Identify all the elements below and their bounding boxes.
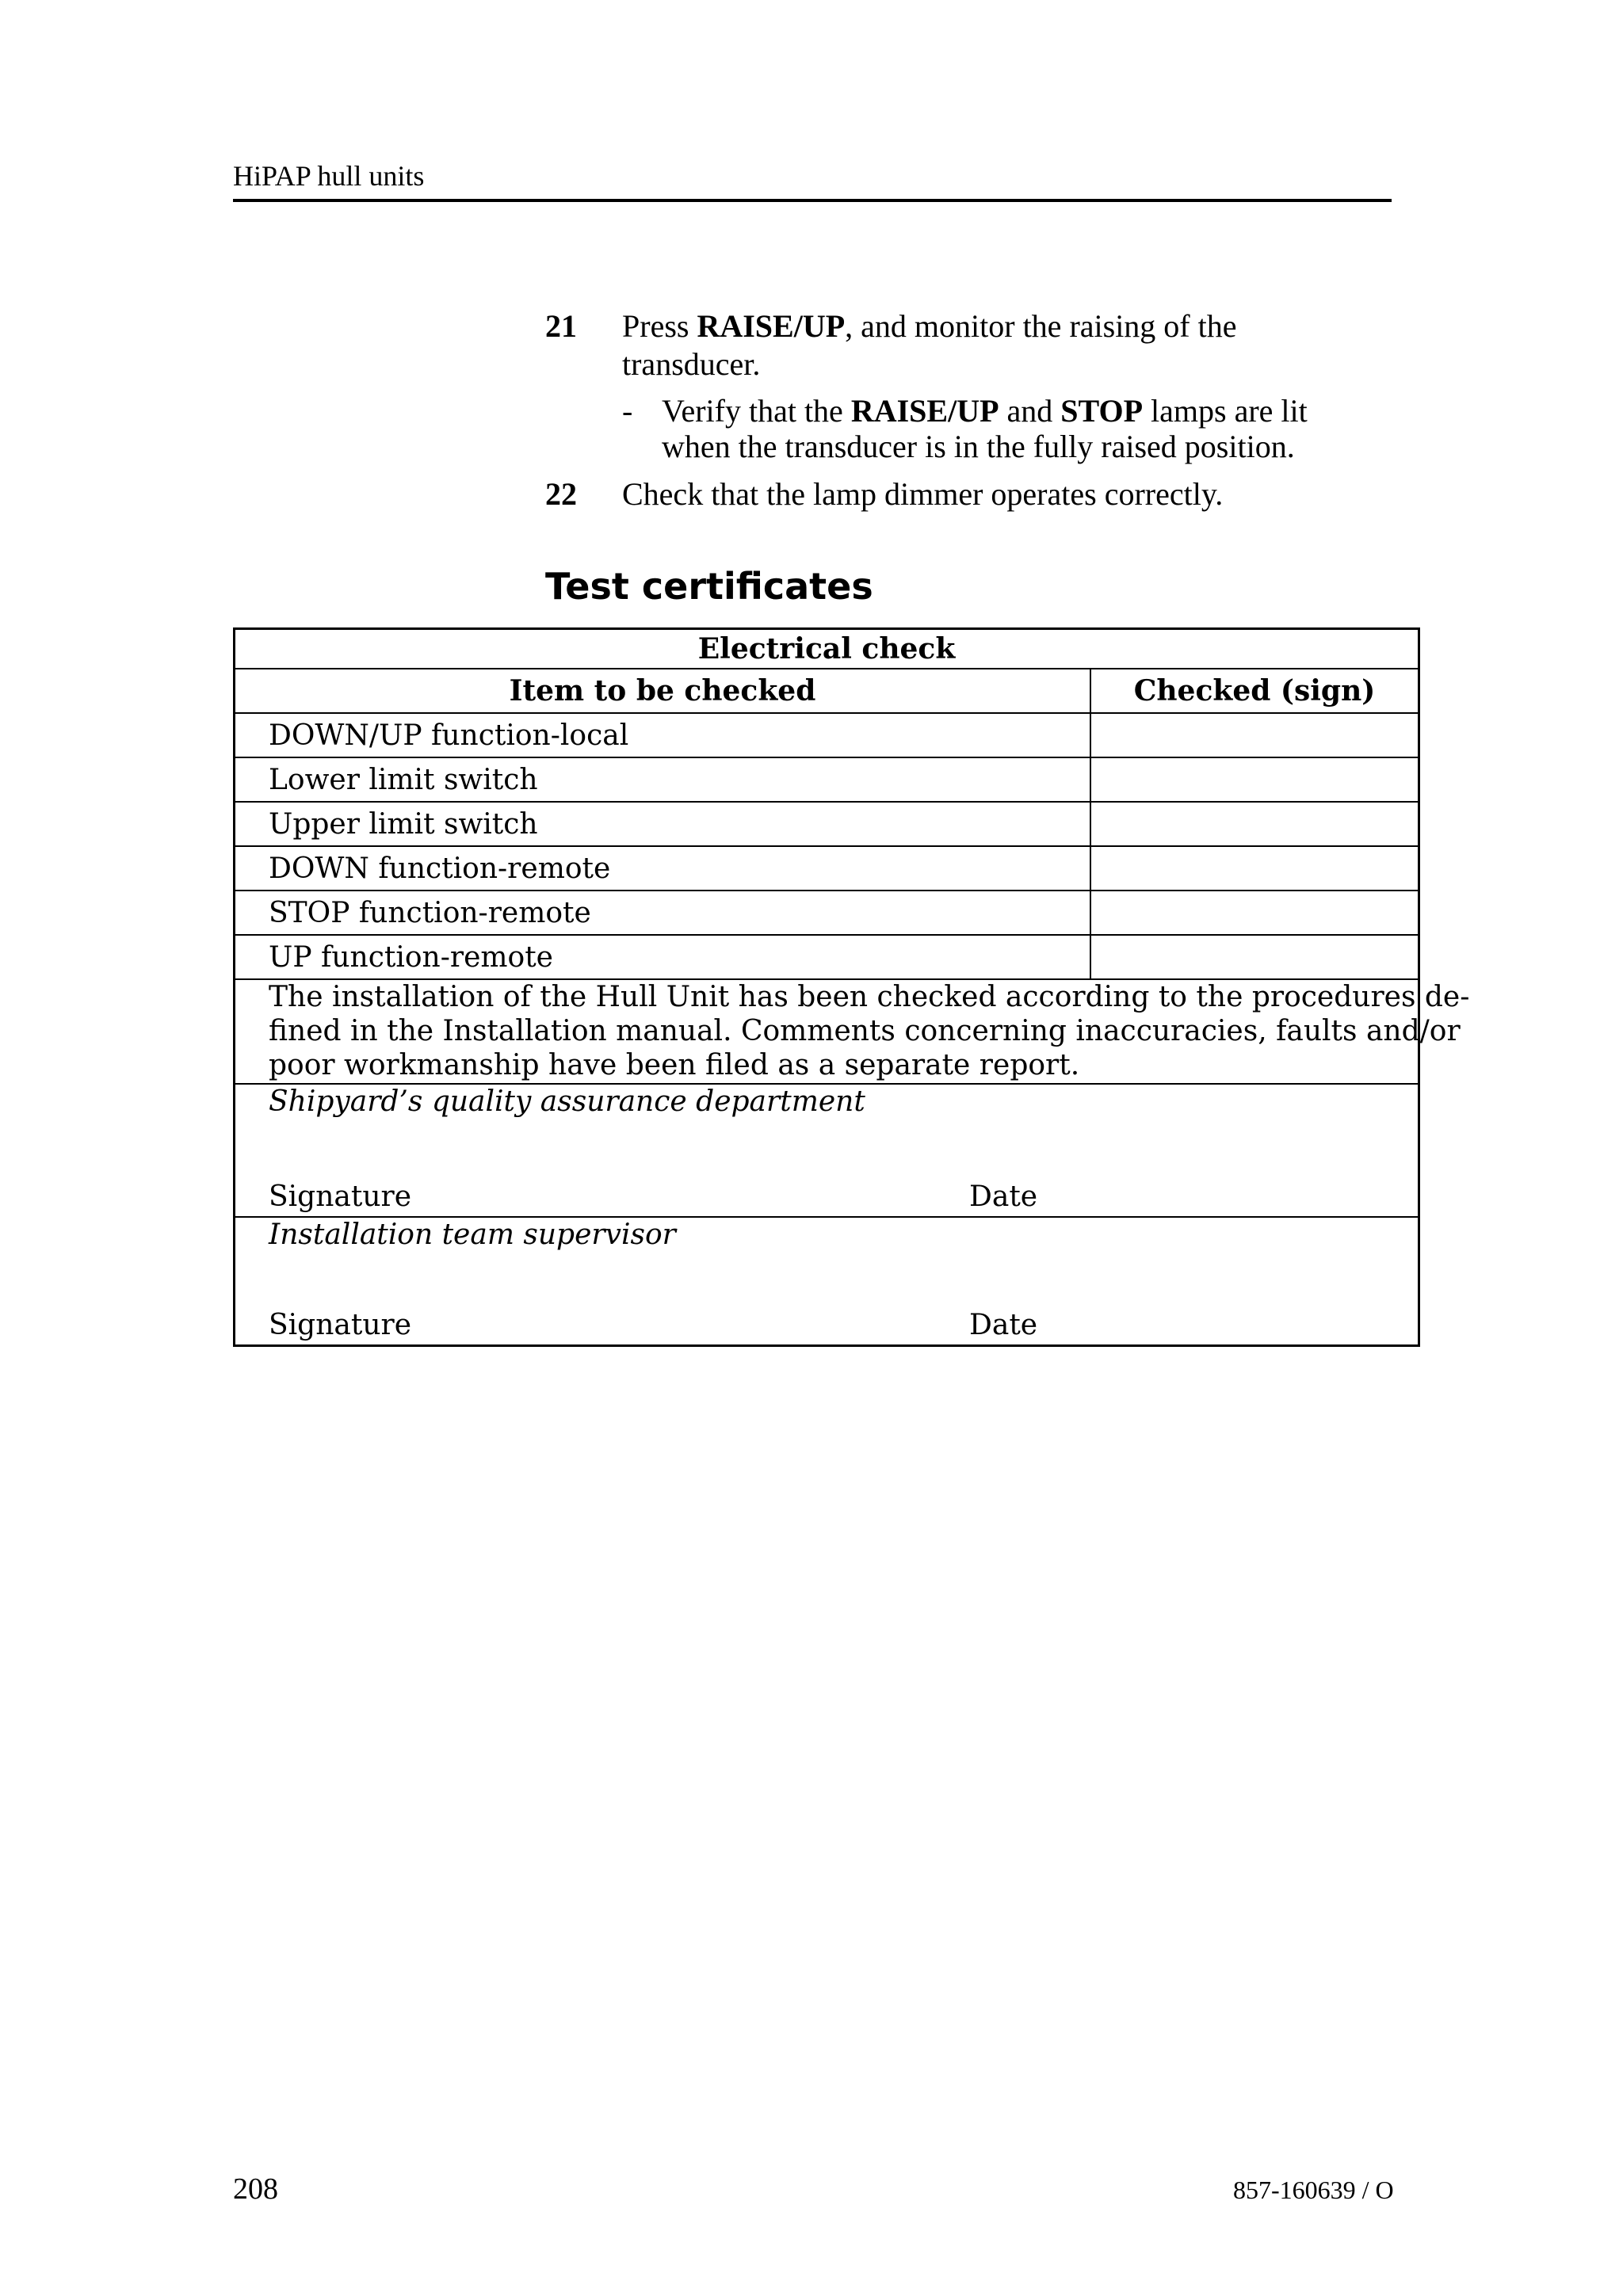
table-row [235,891,1418,936]
sub-mid: and [999,393,1061,429]
table-row [235,936,1418,980]
column-header-checked: Checked (sign) [1133,674,1376,707]
step-number-22: 22 [545,476,577,512]
sign-cell [1091,847,1418,890]
sign-cell [1091,758,1418,801]
electrical-check-table [233,627,1470,1347]
table-row [235,847,1418,891]
stop-keyword: STOP [1060,393,1144,429]
step-21-pre: Press [622,308,697,344]
statement-line: poor workmanship have been filed as a separate report. [269,1049,1080,1081]
table-row [235,803,1418,847]
statement-line: The installation of the Hull Unit has been checked according to the procedures de- [269,981,1470,1013]
sign-cell [1091,803,1418,845]
item-cell: UP function-remote [235,936,1091,978]
item-cell: STOP function-remote [235,891,1091,934]
raise-up-keyword: RAISE/UP [850,393,999,429]
step-21-sub-item [662,392,1308,430]
step-21-post: , and monitor the raising of the [845,308,1237,344]
running-header: HiPAP hull units [233,160,425,192]
section-heading: Test certificates [545,565,873,608]
signature-label: Signature [269,1309,412,1341]
step-21-sub-item-cont: when the transducer is in the fully raised position. [662,429,1295,464]
item-cell: Lower limit switch [235,758,1091,801]
step-21-text-cont: transducer. [622,346,761,382]
signature-label: Signature [269,1180,412,1213]
signer-role: Shipyard’s quality assurance department [269,1085,865,1118]
step-21-text [622,307,1237,345]
installation-statement [235,980,1470,1085]
column-header-item: Item to be checked [235,669,1091,712]
sign-cell [1091,936,1418,978]
statement-line: fined in the Installation manual. Comments concerning inaccuracies, faults and/or [269,1015,1461,1047]
date-label: Date [969,1180,1038,1213]
document-number: 857-160639 / O [1233,2176,1394,2204]
step-number-21: 21 [545,308,577,344]
signer-role: Installation team supervisor [269,1219,676,1251]
header-rule [233,199,1392,202]
signature-block-shipyard [235,1085,1418,1218]
sub-pre: Verify that the [662,393,851,429]
table-header-row [235,669,1418,714]
item-cell: Upper limit switch [235,803,1091,845]
sub-item-dash: - [622,393,633,429]
sign-cell [1091,891,1418,934]
table-row [235,758,1418,803]
table-title: Electrical check [235,630,1418,669]
raise-up-keyword: RAISE/UP [697,308,846,344]
item-cell: DOWN/UP function-local [235,714,1091,757]
signature-block-supervisor [235,1218,1418,1344]
table-row [235,714,1418,758]
date-label: Date [969,1309,1038,1341]
sub-post: lamps are lit [1143,393,1308,429]
page-number: 208 [233,2172,278,2206]
step-22-text: Check that the lamp dimmer operates correctly. [622,476,1224,512]
item-cell: DOWN function-remote [235,847,1091,890]
sign-cell [1091,714,1418,757]
